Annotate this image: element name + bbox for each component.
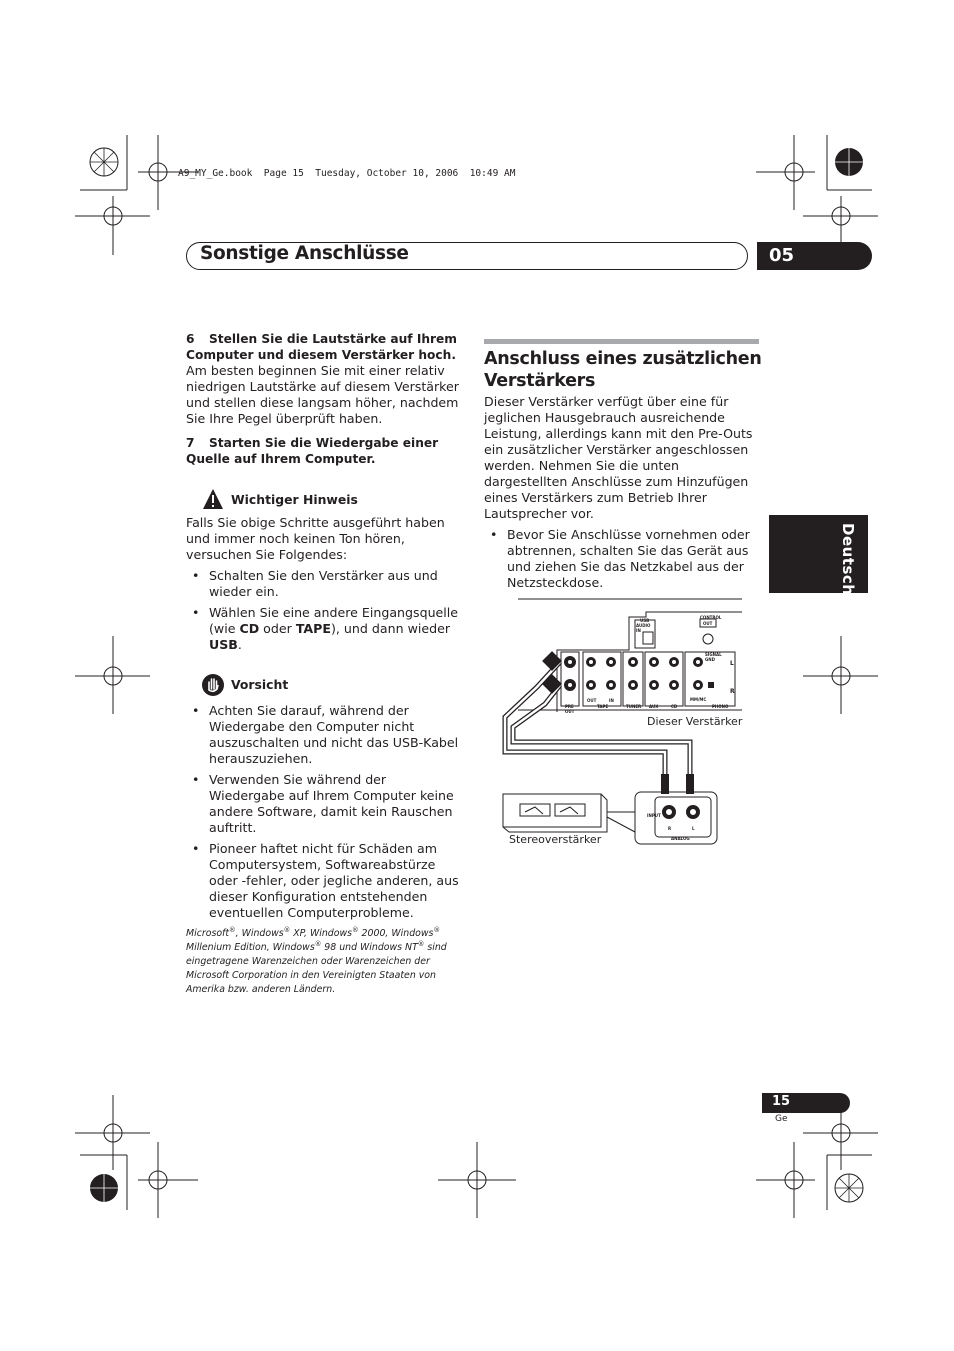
label-stereo-l: L	[692, 826, 695, 831]
left-column	[186, 331, 462, 997]
language-tab	[769, 515, 868, 596]
page-number-badge	[762, 1093, 850, 1113]
label-l: L	[730, 660, 734, 667]
page-language-code: Ge	[775, 1114, 788, 1124]
label-phono: PHONO	[712, 704, 729, 709]
language-label: Deutsch	[839, 523, 857, 596]
important-intro: Falls Sie obige Schritte ausgeführt haben und immer noch keinen Ton hören, versuchen Sie Folgendes:	[186, 515, 445, 562]
caution-heading: Vorsicht	[186, 673, 462, 697]
label-control-out: OUT	[703, 621, 713, 626]
label-mm-mc: MM/MC	[690, 697, 707, 702]
label-tuner: TUNER	[626, 704, 642, 709]
section-bullet: • Bevor Sie Anschlüsse vornehmen oder abtrennen, schalten Sie das Gerät aus und ziehen Sie das Netzkabel aus der Netzsteckdose.	[484, 527, 760, 591]
trademark-note: Microsoft®, Windows® XP, Windows® 2000, Windows® Millenium Edition, Windows® 98 und Windows NT® sind eingetragene Warenzeichen oder Warenzeichen der Microsoft Corporation in den Vereinigten Staaten von Amerika bzw. anderen Ländern.	[186, 925, 447, 995]
step-6-heading: 6 Stellen Sie die Lautstärke auf Ihrem Computer und diesem Verstärker hoch.	[186, 332, 458, 362]
label-stereo-input: INPUT	[647, 813, 661, 818]
hand-stop-icon	[202, 673, 224, 697]
file-info-line: A9_MY_Ge.book Page 15 Tuesday, October 10, 2006 10:49 AM	[178, 168, 516, 179]
section-title: Anschluss eines zusätzlichen Verstärkers	[484, 349, 762, 391]
page-title: Sonstige Anschlüsse	[200, 243, 409, 264]
important-bullet-1: • Schalten Sie den Verstärker aus und wieder ein.	[186, 568, 462, 600]
label-cd: CD	[671, 704, 678, 709]
caution-bullet-3: • Pioneer haftet nicht für Schäden am Computersystem, Softwareabstürze oder -fehler, oder jegliche anderen, aus dieser Konfiguration entstehenden eventuellen Computerprobleme.	[186, 841, 462, 921]
page-number: 15	[772, 1094, 791, 1109]
step-6-body: Am besten beginnen Sie mit einer relativ niedrigen Lautstärke auf diesem Verstärker und stellen diese langsam höher, nachdem Sie Ihre Pegel überprüft haben.	[186, 363, 459, 426]
label-usb: USB	[640, 618, 650, 623]
label-stereo-analog: ANALOG	[671, 836, 690, 841]
label-out: OUT	[587, 698, 597, 703]
label-in: IN	[609, 698, 614, 703]
section-body: Dieser Verstärker verfügt über eine für jeglichen Hausgebrauch ausreichende Leistung, allerdings kann mit den Pre-Outs ein zusätzlicher Verstärker angeschlossen werden. Nehmen Sie die unten dargestellten Anschlüsse zum Hinzufügen eines Verstärkers zum Betrieb Ihrer Lautsprecher vor.	[484, 394, 753, 521]
label-stereo-r: R	[668, 826, 672, 831]
label-r: R	[730, 688, 735, 695]
caption-this-amplifier: Dieser Verstärker	[647, 715, 743, 728]
chapter-badge	[757, 242, 872, 270]
important-note-heading: Wichtiger Hinweis	[186, 488, 462, 512]
step-7-heading: 7 Starten Sie die Wiedergabe einer Quelle auf Ihrem Computer.	[186, 436, 439, 466]
warning-icon	[202, 488, 224, 510]
section-divider	[484, 339, 759, 344]
label-control: CONTROL	[700, 615, 722, 620]
label-tape: TAPE	[597, 704, 609, 709]
caution-bullet-2: • Verwenden Sie während der Wiedergabe auf Ihrem Computer keine andere Software, damit kein Rauschen auftritt.	[186, 772, 462, 836]
label-pre-out: PRE OUT	[565, 704, 575, 714]
right-column	[484, 394, 760, 591]
caution-bullet-1: • Achten Sie darauf, während der Wiedergabe den Computer nicht auszuschalten und nicht das USB-Kabel herauszuziehen.	[186, 703, 462, 767]
label-audio-in: AUDIO IN	[636, 623, 651, 633]
caption-stereo-amplifier: Stereoverstärker	[509, 833, 602, 846]
label-aux: AUX	[649, 704, 659, 709]
label-signal-gnd: SIGNAL GND	[705, 652, 722, 662]
chapter-number: 05	[769, 245, 795, 266]
important-bullet-2: • Wählen Sie eine andere Eingangsquelle (wie CD oder TAPE), und dann wieder USB.	[186, 605, 462, 653]
